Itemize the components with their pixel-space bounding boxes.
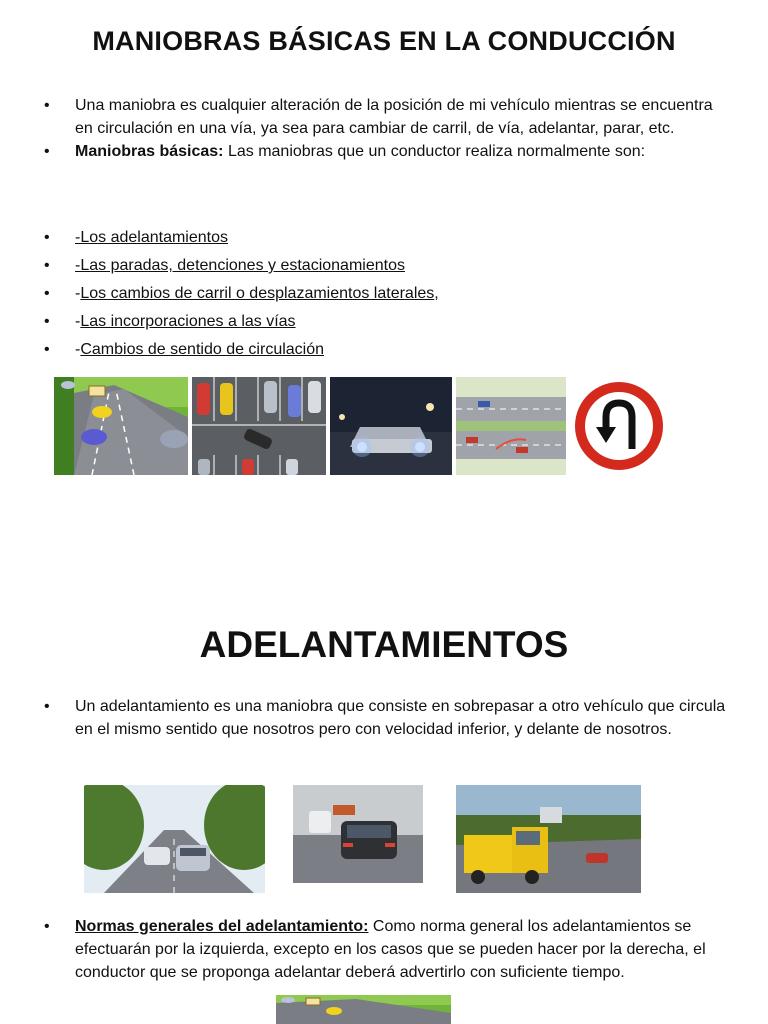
highway-merge-image <box>54 377 188 475</box>
list-item <box>0 308 768 336</box>
definition-text: Un adelantamiento es una maniobra que consiste en sobrepasar a otro vehículo que circula en el mismo sentido que nosotros pero con velocidad inferior, y delante de nosotros. <box>75 698 726 738</box>
parking-lot-image <box>192 377 326 475</box>
basic-maneuvers-label: Maniobras básicas: <box>75 143 224 160</box>
maneuver-incorporation: Las incorporaciones a las vías <box>80 313 296 330</box>
list-item <box>0 252 768 280</box>
norms-text: Como norma general los adelantamientos se efectuarán por la izquierda, excepto en los casos que se pueden hacer por la derecha, el conductor que se proponga adelantar deberá advertirlo con suficiente tiempo. <box>75 918 706 981</box>
list-item <box>0 915 768 984</box>
list-item <box>0 94 768 140</box>
list-item <box>0 224 768 252</box>
list-item <box>0 336 768 364</box>
item-prefix: - <box>75 313 81 330</box>
lane-change-diagram-image <box>456 377 566 475</box>
maneuver-direction-change: Cambios de sentido de circulación <box>80 341 325 358</box>
intro-list <box>0 94 768 163</box>
maneuver-list <box>0 224 768 364</box>
maneuver-overtaking: -Los adelantamientos <box>75 229 228 246</box>
slide-title-maniobras: MANIOBRAS BÁSICAS EN LA CONDUCCIÓN <box>92 26 676 56</box>
item-prefix: - <box>75 285 81 302</box>
basic-maneuvers-text: Las maniobras que un conductor realiza normalmente son: <box>223 143 646 160</box>
list-item <box>0 280 768 308</box>
list-item <box>0 140 768 163</box>
item-suffix: , <box>434 285 439 302</box>
no-u-turn-sign-image <box>570 377 668 475</box>
maneuver-stops: -Las paradas, detenciones y estacionamientos <box>75 257 405 274</box>
night-traffic-image <box>330 377 452 475</box>
maneuver-lane-change: Los cambios de carril o desplazamientos laterales <box>80 285 435 302</box>
yellow-truck-road-image <box>456 785 641 893</box>
rear-car-overtaking-image <box>293 785 423 883</box>
definition-list <box>0 695 768 741</box>
norms-list <box>0 915 768 984</box>
highway-merge-image-bottom <box>276 995 451 1024</box>
norms-label: Normas generales del adelantamiento: <box>75 918 369 935</box>
tree-road-overtaking-image <box>84 785 265 893</box>
item-prefix: - <box>75 341 81 358</box>
slide-title-adelantamientos: ADELANTAMIENTOS <box>199 624 569 665</box>
intro-text: Una maniobra es cualquier alteración de la posición de mi vehículo mientras se encuentra en circulación en una vía, ya sea para cambiar de carril, de vía, adelantar, parar, etc. <box>75 97 713 137</box>
list-item <box>0 695 768 741</box>
